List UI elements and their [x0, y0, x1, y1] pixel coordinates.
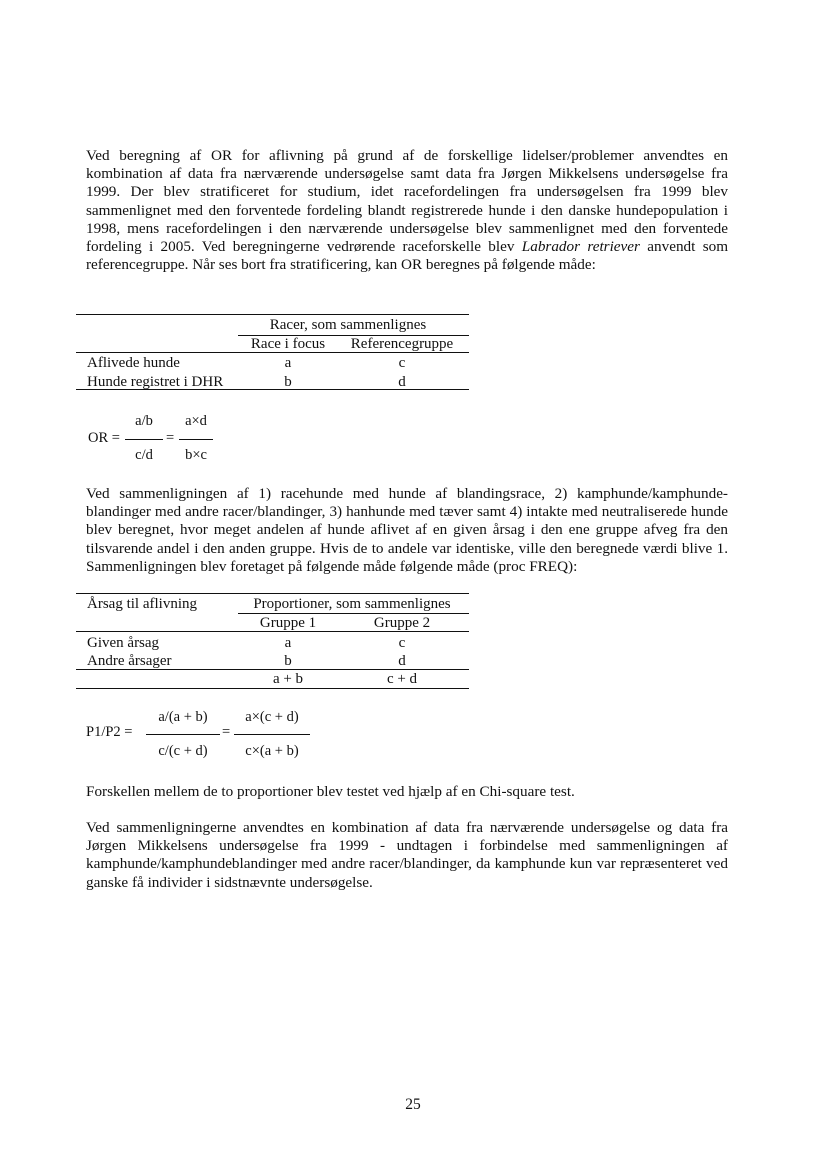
table-cell: c [398, 635, 406, 651]
table-col-header: Race i focus [250, 336, 326, 352]
table-bottom-rule [76, 688, 469, 689]
table-col-header: Gruppe 2 [373, 615, 431, 631]
fraction-bar [234, 734, 310, 735]
table-top-rule [76, 593, 469, 594]
formula-numerator: a/(a + b) [158, 709, 208, 725]
table-cell: b [284, 374, 292, 390]
formula-lhs: OR = [88, 430, 120, 446]
formula-equals: = [222, 724, 231, 740]
table-cell: c [398, 355, 406, 371]
table-col-header: Referencegruppe [350, 336, 454, 352]
paragraph-chi-square: Forskellen mellem de to proportioner blev testet ved hjælp af en Chi-square test. [86, 783, 575, 800]
table-total-cell: c + d [386, 671, 418, 687]
table-group-header: Racer, som sammenlignes [269, 317, 427, 333]
fraction-bar [125, 439, 163, 440]
formula-denominator: c/d [135, 447, 153, 463]
table-total-cell: a + b [272, 671, 304, 687]
table-header-rule [76, 631, 469, 632]
paragraph-or-method [86, 147, 728, 274]
table-cell: b [284, 653, 292, 669]
table-col-header: Gruppe 1 [259, 615, 317, 631]
paragraph-data-sources: Ved sammenligningerne anvendtes en kombination af data fra nærværende undersøgelse og data fra Jørgen Mikkelsens undersøgelse fra 1999 - undtagen i forbindelse med sammenligningen af kamphunde/kamphundeblandinger med andre racer/blandinger, da kamphunde kun var repræsenteret ved ganske få individer i sidstnævnte undersøgelse. [86, 819, 728, 891]
table-cell: d [398, 653, 406, 669]
table-row-label: Andre årsager [87, 653, 172, 669]
table-row-header: Årsag til aflivning [87, 596, 197, 612]
table-row-label: Hunde registret i DHR [87, 374, 224, 390]
formula-denominator: c×(a + b) [245, 743, 299, 759]
fraction-bar [146, 734, 220, 735]
formula-equals: = [166, 430, 175, 446]
formula-denominator: c/(c + d) [158, 743, 208, 759]
table-top-rule [76, 314, 469, 315]
table-header-rule [76, 352, 469, 353]
paragraph-text: Ved beregning af OR for aflivning på grund af de forskellige lidelser/problemer anvendtes en kombination af data fra nærværende undersøgelse samt data fra Jørgen Mikkelsens undersøgelse fra 1999. Der blev stratificeret for studium, idet racefordelingen fra undersøgelsen fra 1999 blev sammenlignet med den forventede fordeling blandt registrerede hunde i den danske hundepopulation i 1998, mens racefordelingen i den nærværende undersøgelse blev sammenlignet med den forventede fordeling i 2005. Ved beregningerne vedrørende raceforskelle blev [86, 147, 728, 256]
table-cell: d [398, 374, 406, 390]
table-group-header: Proportioner, som sammenlignes [253, 596, 451, 612]
table-cell: a [284, 635, 292, 651]
formula-numerator: a×(c + d) [245, 709, 299, 725]
paragraph-comparison-method: Ved sammenligningen af 1) racehunde med hunde af blandingsrace, 2) kamphunde/kamphunde-blandinger med andre racer/blandinger, 3) hanhunde med tæver samt 4) intakte med neutraliserede hunde blev beregnet, hvor meget andelen af hunde aflivet af en given årsag i den ene gruppe afveg fra den tilsvarende andel i den anden gruppe. Hvis de to andele var identiske, ville den beregnede værdi blive 1. Sammenligningen blev foretaget på følgende måde følgende måde (proc FREQ): [86, 485, 728, 575]
formula-denominator: b×c [185, 447, 207, 463]
table-cell: a [284, 355, 292, 371]
table-row-label: Aflivede hunde [87, 355, 180, 371]
page-number: 25 [405, 1096, 421, 1113]
table-row-label: Given årsag [87, 635, 160, 651]
formula-numerator: a×d [185, 413, 207, 429]
formula-numerator: a/b [135, 413, 153, 429]
table-bottom-rule [76, 389, 469, 390]
formula-lhs: P1/P2 = [86, 724, 133, 740]
fraction-bar [179, 439, 213, 440]
italic-breed-name: Labrador retriever [521, 238, 640, 256]
paragraph-text: anvendt som referencegruppe. Når ses bort fra stratificering, kan OR beregnes på følgende måde: [86, 238, 729, 274]
